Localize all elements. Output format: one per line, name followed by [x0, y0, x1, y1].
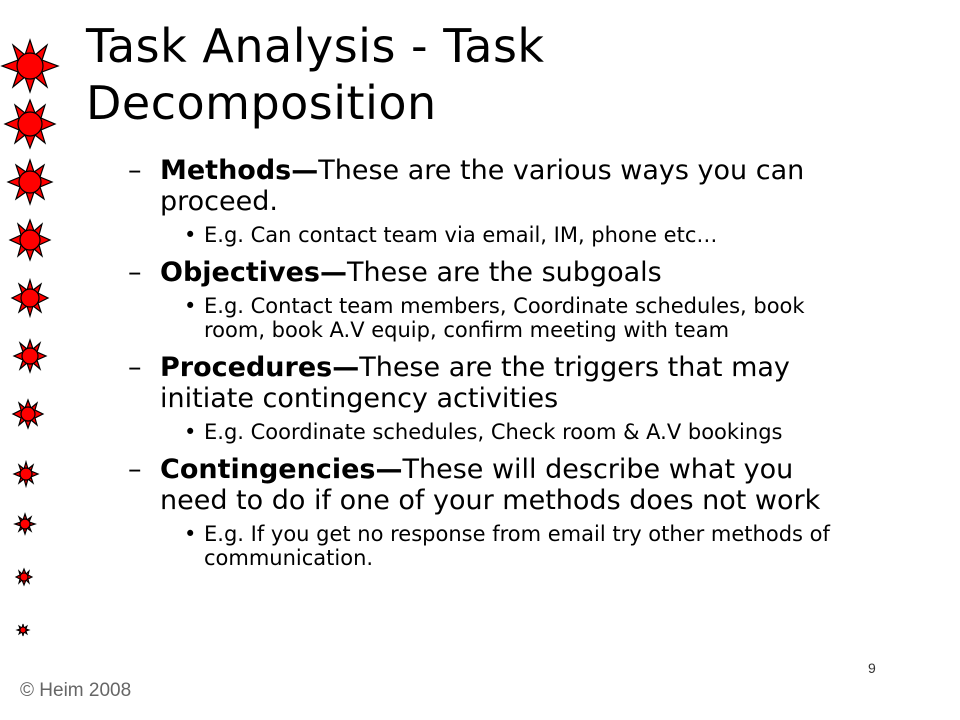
- sub-item: [128, 420, 868, 444]
- description: These are the triggers that may initiate contingency activities: [160, 352, 790, 414]
- sun-icon: [17, 624, 29, 636]
- list-item-objectives: [128, 257, 868, 288]
- description: These are the various ways you can proceed.: [160, 155, 805, 217]
- term-contingencies: Contingencies—: [160, 454, 403, 485]
- sub-item-text: E.g. Coordinate schedules, Check room & A.V bookings: [204, 420, 783, 444]
- sun-icon: [13, 400, 43, 428]
- dash-marker: –: [128, 352, 142, 383]
- sun-decoration-column: [0, 0, 70, 720]
- dash-marker: –: [128, 257, 142, 288]
- bullet-marker: •: [184, 294, 197, 318]
- list-item-procedures: [128, 352, 868, 414]
- sun-icon: [16, 569, 32, 585]
- slide-title: Task Analysis - Task Decomposition: [86, 19, 545, 130]
- sub-item-text: E.g. Can contact team via email, IM, phone etc…: [204, 223, 718, 247]
- slide-content: [128, 155, 868, 580]
- page-number: 9: [868, 660, 876, 676]
- sun-icon: [14, 462, 38, 486]
- sub-item: [128, 522, 868, 570]
- sun-icon: [14, 340, 46, 372]
- sun-icon: [10, 220, 50, 260]
- dash-marker: –: [128, 454, 142, 485]
- sun-icon: [15, 514, 35, 534]
- sub-item: [128, 223, 868, 247]
- sun-icon: [5, 100, 55, 148]
- list-item-contingencies: [128, 454, 868, 516]
- term-objectives: Objectives—: [160, 257, 347, 288]
- copyright-footer: © Heim 2008: [20, 680, 132, 701]
- sub-item-text: E.g. Contact team members, Coordinate schedules, book room, book A.V equip, confirm meeting with team: [204, 294, 805, 342]
- description: These are the subgoals: [347, 257, 662, 288]
- term-methods: Methods—: [160, 155, 319, 186]
- sun-icon: [2, 40, 58, 92]
- bullet-marker: •: [184, 522, 197, 546]
- bullet-marker: •: [184, 420, 197, 444]
- bullet-marker: •: [184, 223, 197, 247]
- sun-icon: [8, 160, 52, 204]
- list-item-methods: [128, 155, 868, 217]
- sub-item-text: E.g. If you get no response from email try other methods of communication.: [204, 522, 830, 570]
- dash-marker: –: [128, 155, 142, 186]
- term-procedures: Procedures—: [160, 352, 360, 383]
- sub-item: [128, 294, 868, 342]
- description: These will describe what you need to do if one of your methods does not work: [160, 454, 821, 516]
- sun-icon: [12, 280, 48, 316]
